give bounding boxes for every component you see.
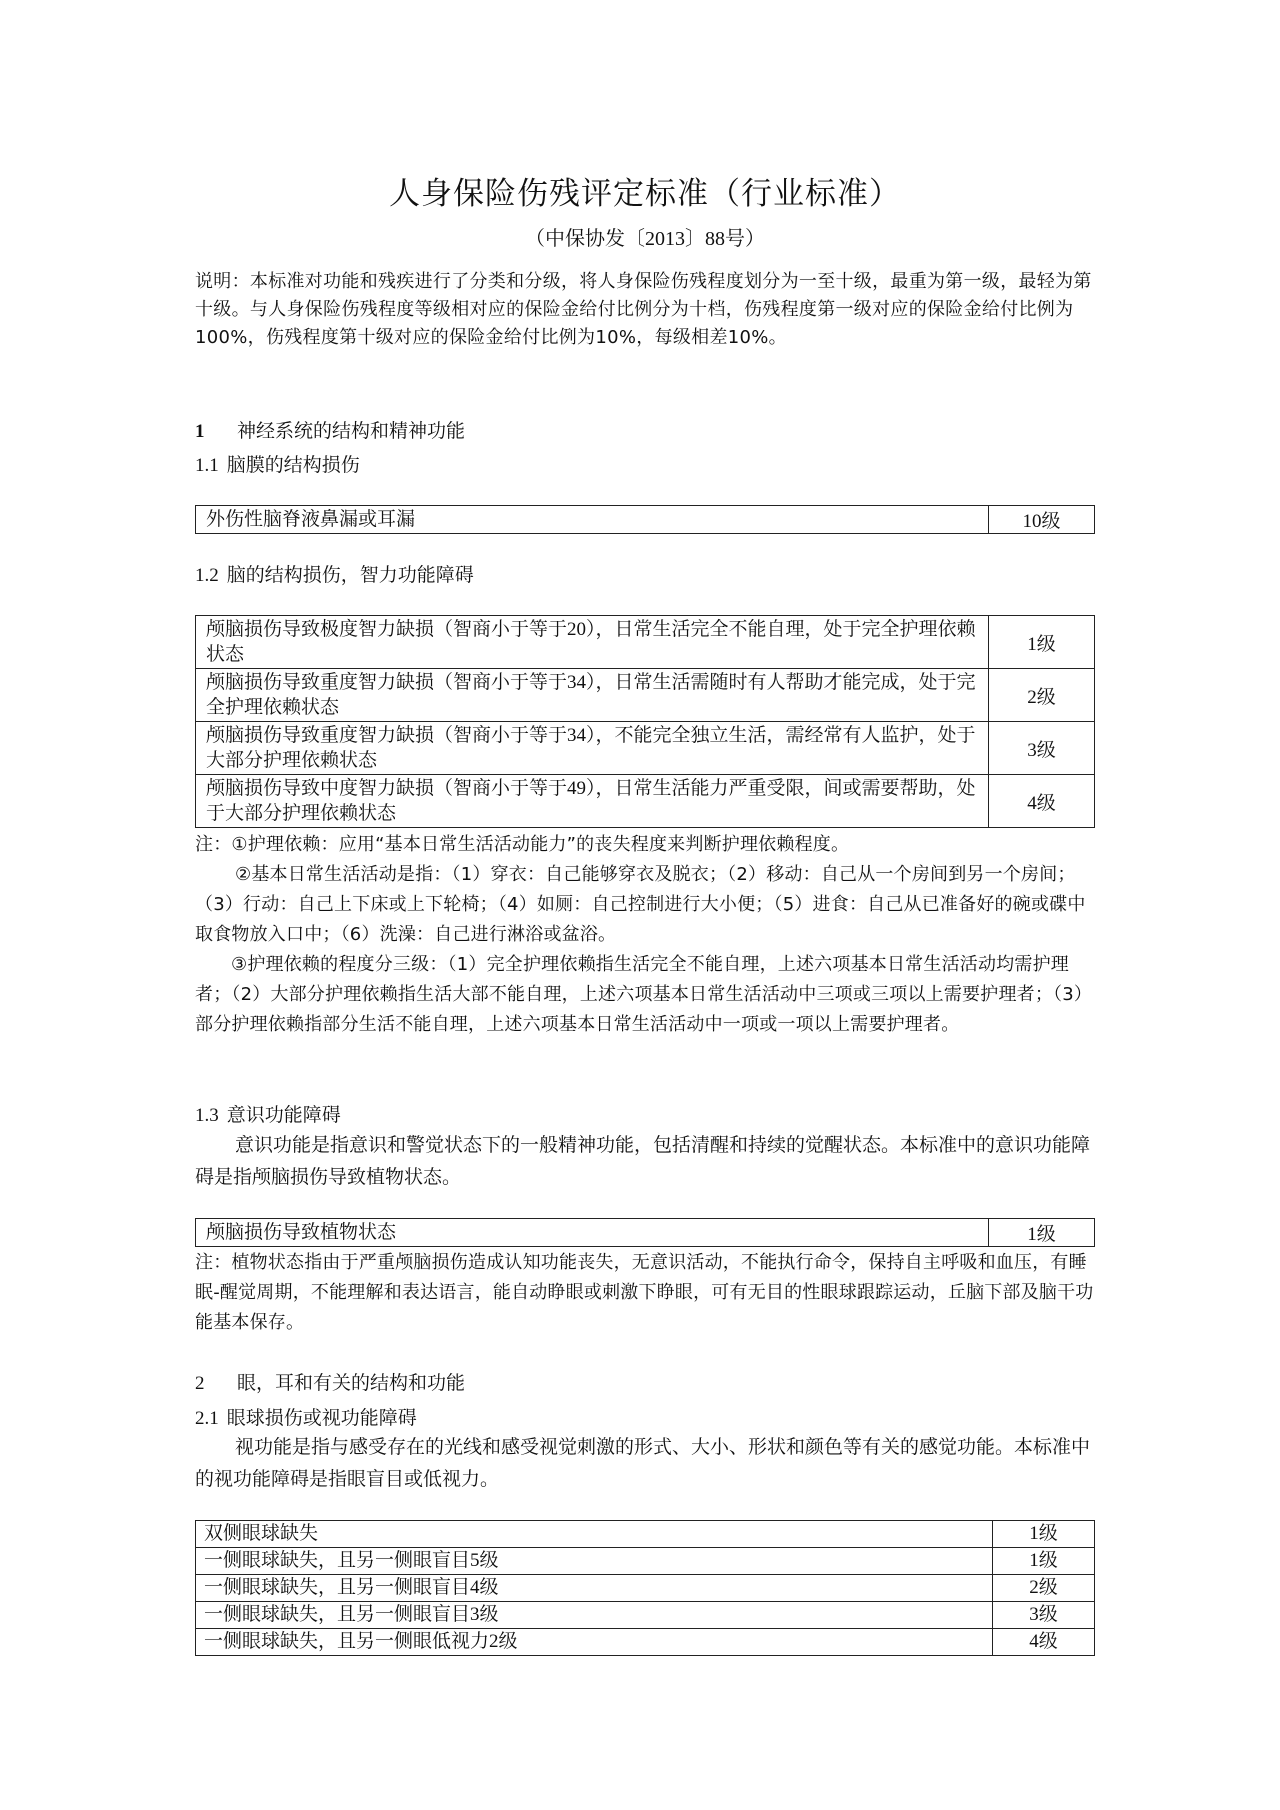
table-cell-level: 1级 (989, 1219, 1095, 1247)
table-cell-desc: 一侧眼球缺失，且另一侧眼盲目3级 (196, 1602, 993, 1629)
section-title: 眼，耳和有关的结构和功能 (237, 1373, 466, 1394)
table-cell-desc: 颅脑损伤导致极度智力缺损（智商小于等于20），日常生活完全不能自理，处于完全护理依赖状态 (196, 616, 989, 669)
subsection-title: 脑膜的结构损伤 (226, 455, 360, 476)
table-cell-level: 4级 (993, 1629, 1095, 1656)
section-1-1-heading (195, 450, 360, 477)
table-row (196, 616, 1095, 669)
table-cell-desc: 外伤性脑脊液鼻漏或耳漏 (196, 506, 989, 534)
table-1-2 (195, 615, 1095, 828)
paragraph-2-1: 视功能是指与感受存在的光线和感受视觉刺激的形式、大小、形状和颜色等有关的感觉功能。本标准中的视功能障碍是指眼盲目或低视力。 (195, 1437, 1091, 1490)
table-cell-level: 3级 (989, 722, 1095, 775)
table-row (196, 722, 1095, 775)
table-cell-desc: 颅脑损伤导致重度智力缺损（智商小于等于34），不能完全独立生活，需经常有人监护，处于大部分护理依赖状态 (196, 722, 989, 775)
section-title: 神经系统的结构和精神功能 (237, 421, 466, 442)
subsection-title: 眼球损伤或视功能障碍 (226, 1408, 417, 1429)
intro-paragraph: 说明：本标准对功能和残疾进行了分类和分级，将人身保险伤残程度划分为一至十级，最重为第一级，最轻为第十级。与人身保险伤残程度等级相对应的保险金给付比例分为十档，伤残程度第一级对应的保险金给付比例为100%，伤残程度第十级对应的保险金给付比例为10%，每级相差10%。 (195, 271, 1092, 348)
table-cell-level: 1级 (993, 1521, 1095, 1548)
table-row (196, 669, 1095, 722)
table-row (196, 775, 1095, 828)
table-row (196, 1219, 1095, 1247)
section-number: 1 (195, 421, 205, 442)
table-cell-level: 1级 (993, 1548, 1095, 1575)
note-1-3: 注：植物状态指由于严重颅脑损伤造成认知功能丧失，无意识活动，不能执行命令，保持自主呼吸和血压，有睡眠-醒觉周期，不能理解和表达语言，能自动睁眼或刺激下睁眼，可有无目的性眼球跟踪运动，丘脑下部及脑干功能基本保存。 (195, 1252, 1094, 1333)
note-item: 注：①护理依赖：应用“基本日常生活活动能力”的丧失程度来判断护理依赖程度。 (195, 834, 850, 855)
subsection-number: 1.1 (195, 455, 219, 476)
note-item: ②基本日常生活活动是指：（1）穿衣：自己能够穿衣及脱衣；（2）移动：自己从一个房间到另一个房间；（3）行动：自己上下床或上下轮椅；（4）如厕：自己控制进行大小便；（5）进食：自己从已准备好的碗或碟中取食物放入口中；（6）洗澡：自己进行淋浴或盆浴。 (195, 864, 1086, 945)
section-2-1-heading (195, 1403, 417, 1430)
table-row (196, 506, 1095, 534)
section-1-3-heading (195, 1100, 341, 1127)
table-1-3 (195, 1218, 1095, 1247)
subsection-title: 意识功能障碍 (226, 1105, 341, 1126)
table-cell-desc: 颅脑损伤导致重度智力缺损（智商小于等于34），日常生活需随时有人帮助才能完成，处于完全护理依赖状态 (196, 669, 989, 722)
subsection-title: 脑的结构损伤，智力功能障碍 (226, 565, 474, 586)
table-row (196, 1575, 1095, 1602)
table-cell-level: 2级 (993, 1575, 1095, 1602)
document-title: 人身保险伤残评定标准（行业标准） (389, 176, 901, 212)
table-cell-level: 1级 (989, 616, 1095, 669)
table-1-1 (195, 505, 1095, 534)
note-item: ③护理依赖的程度分三级：（1）完全护理依赖指生活完全不能自理，上述六项基本日常生活活动均需护理者；（2）大部分护理依赖指生活大部不能自理，上述六项基本日常生活活动中三项或三项以上需要护理者；（3）部分护理依赖指部分生活不能自理，上述六项基本日常生活活动中一项或一项以上需要护理者。 (195, 954, 1093, 1035)
table-cell-level: 3级 (993, 1602, 1095, 1629)
table-cell-level: 4级 (989, 775, 1095, 828)
paragraph-1-3: 意识功能是指意识和警觉状态下的一般精神功能，包括清醒和持续的觉醒状态。本标准中的意识功能障碍是指颅脑损伤导致植物状态。 (195, 1135, 1091, 1188)
table-cell-desc: 颅脑损伤导致植物状态 (196, 1219, 989, 1247)
table-cell-desc: 一侧眼球缺失，且另一侧眼低视力2级 (196, 1629, 993, 1656)
table-cell-level: 2级 (989, 669, 1095, 722)
table-cell-desc: 颅脑损伤导致中度智力缺损（智商小于等于49），日常生活能力严重受限，间或需要帮助，处于大部分护理依赖状态 (196, 775, 989, 828)
table-row (196, 1602, 1095, 1629)
table-cell-desc: 一侧眼球缺失，且另一侧眼盲目4级 (196, 1575, 993, 1602)
table-cell-desc: 双侧眼球缺失 (196, 1521, 993, 1548)
section-1-2-heading (195, 560, 474, 587)
section-number: 2 (195, 1373, 205, 1394)
section-2-heading (195, 1368, 465, 1395)
section-1-heading (195, 416, 465, 443)
subsection-number: 1.2 (195, 565, 219, 586)
notes-1-2 (195, 830, 1095, 1040)
subsection-number: 1.3 (195, 1105, 219, 1126)
table-cell-desc: 一侧眼球缺失，且另一侧眼盲目5级 (196, 1548, 993, 1575)
table-row (196, 1629, 1095, 1656)
table-cell-level: 10级 (989, 506, 1095, 534)
subsection-number: 2.1 (195, 1408, 219, 1429)
table-row (196, 1548, 1095, 1575)
document-subtitle: （中保协发〔2013〕88号） (525, 228, 765, 250)
table-2-1 (195, 1520, 1095, 1656)
table-row (196, 1521, 1095, 1548)
